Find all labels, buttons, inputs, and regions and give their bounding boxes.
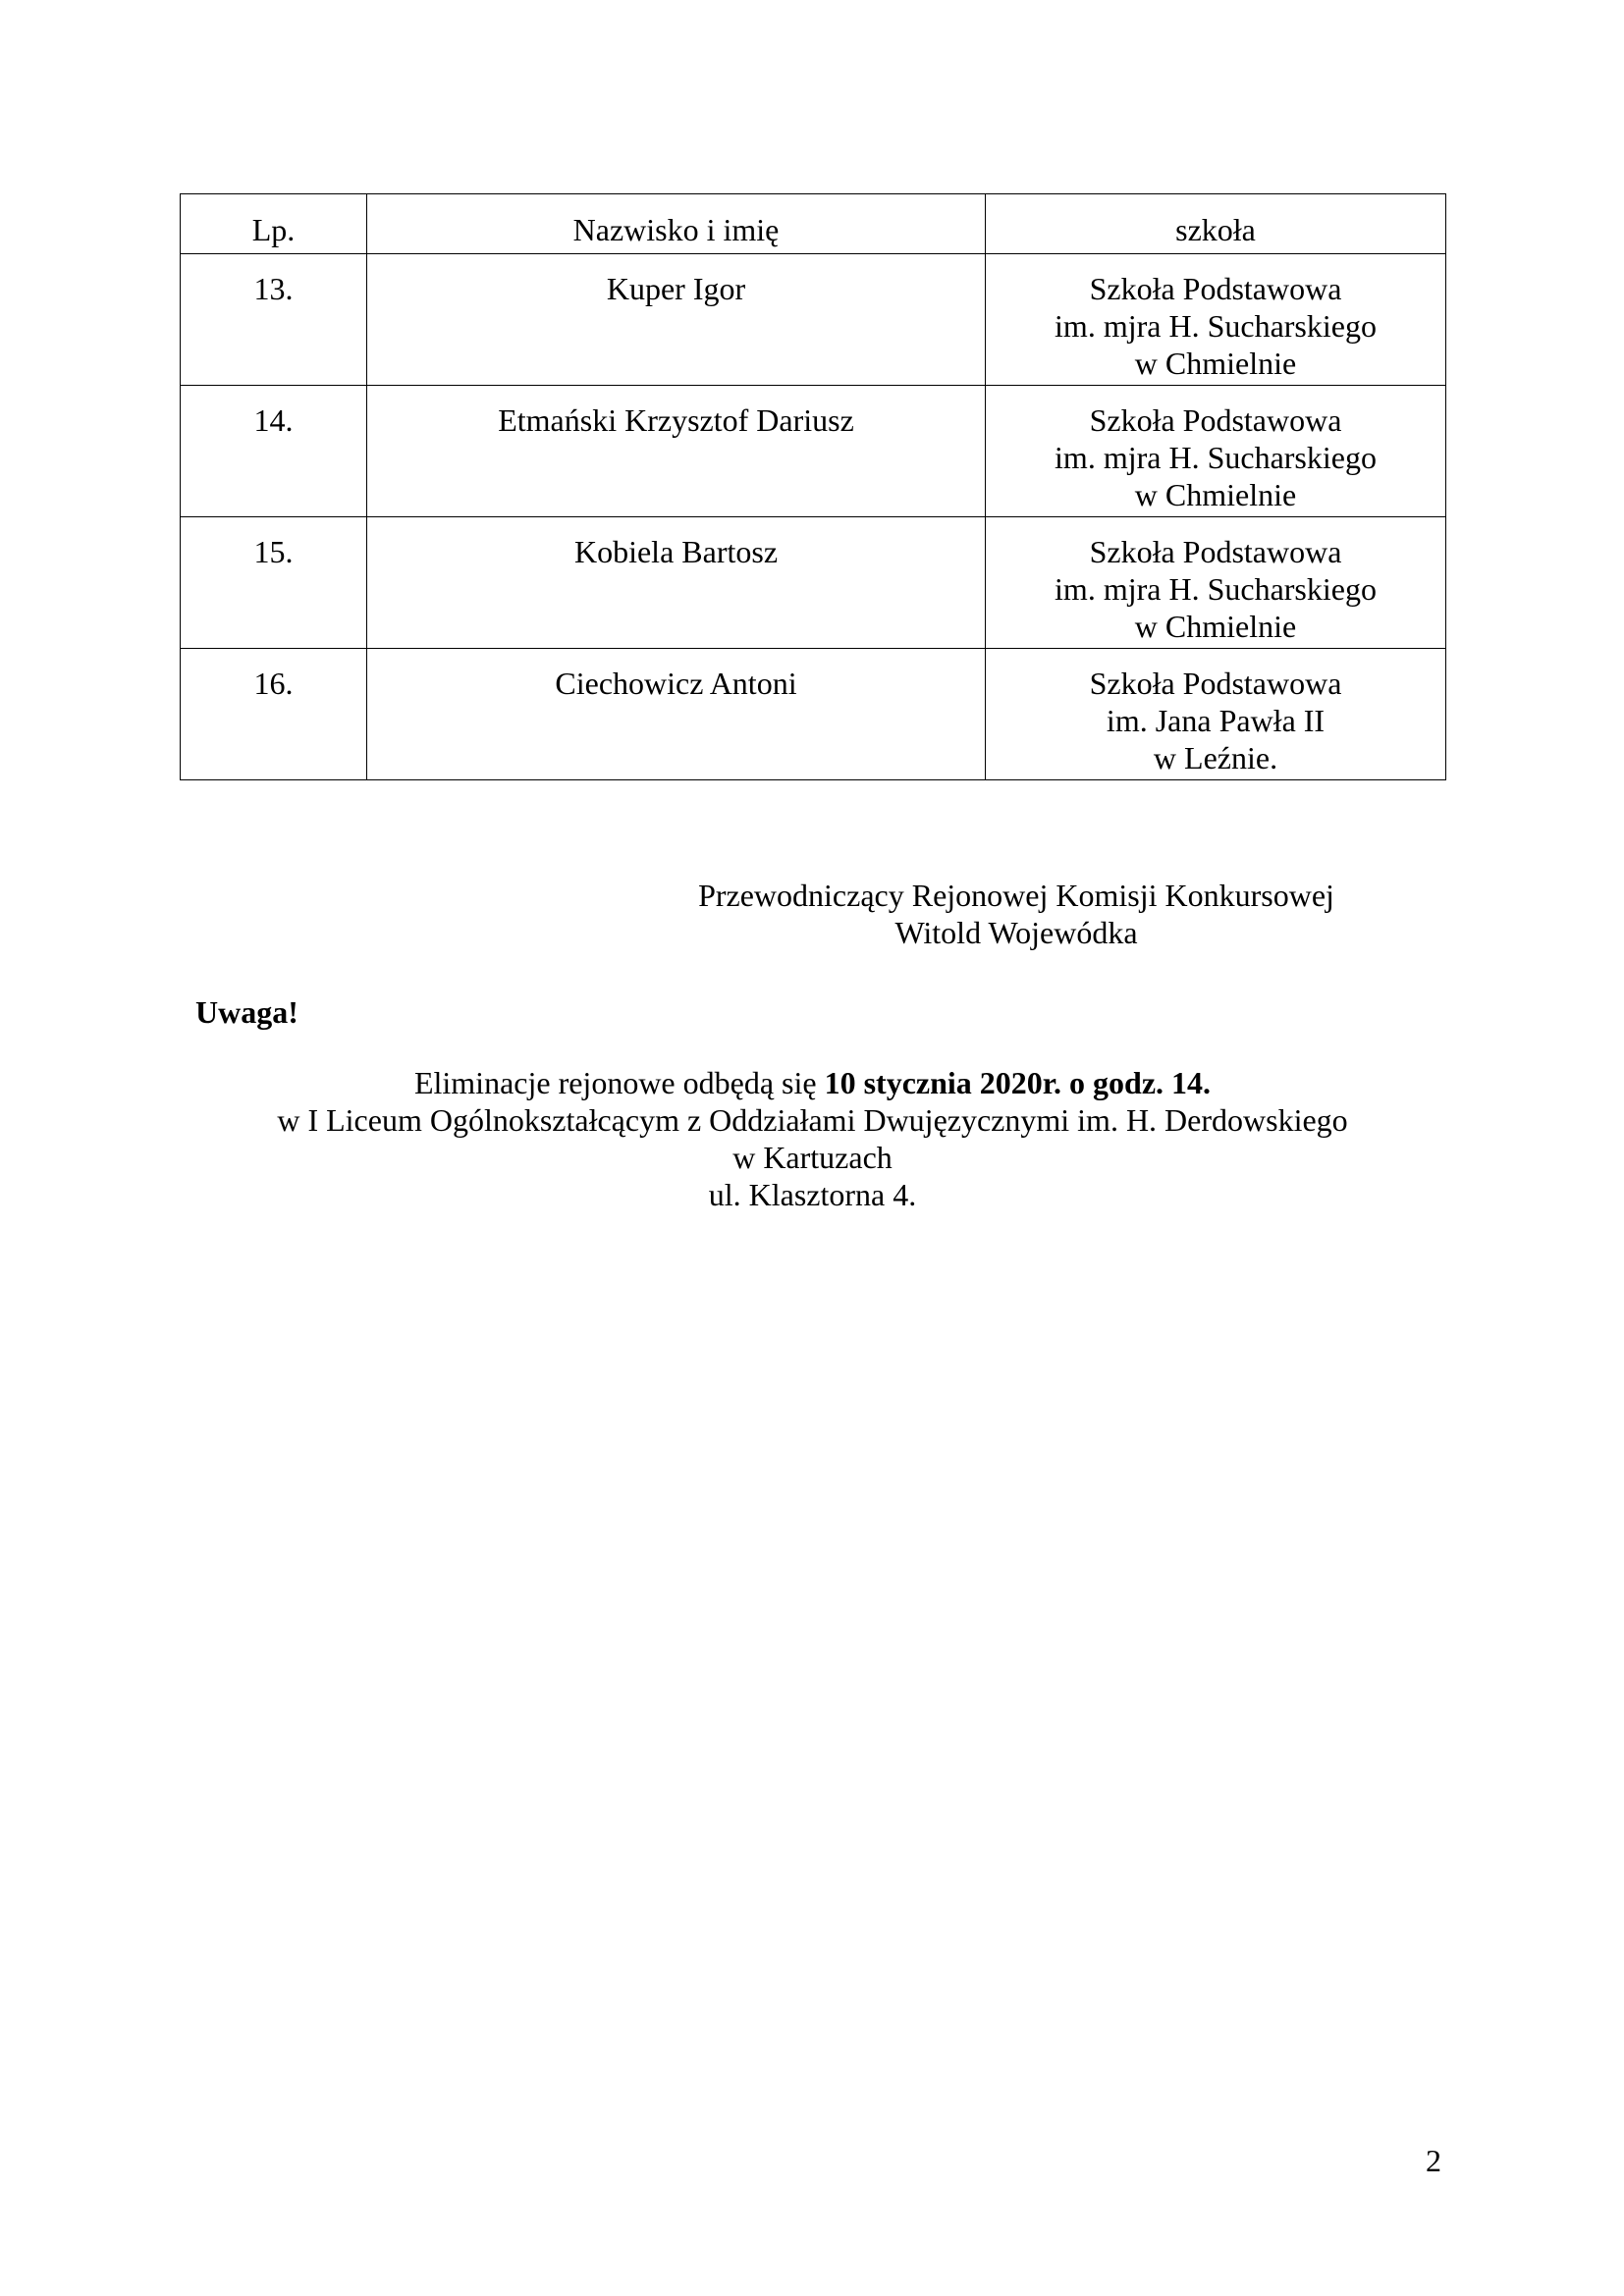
header-name: Nazwisko i imię [367,194,986,254]
school-line: w Chmielnie [1134,346,1297,381]
header-lp: Lp. [181,194,367,254]
school-line: Szkoła Podstawowa [1089,534,1342,569]
note-heading: Uwaga! [195,994,298,1030]
note-line-school: w I Liceum Ogólnokształcącym z Oddziałami Dwujęzycznymi im. H. Derdowskiego [277,1102,1348,1138]
signature-block [589,877,1443,951]
school-line: Szkoła Podstawowa [1089,402,1342,438]
row-name: Kobiela Bartosz [367,517,986,649]
row-school [986,254,1446,386]
row-name: Kuper Igor [367,254,986,386]
signature-title: Przewodniczący Rejonowej Komisji Konkursowej [698,878,1334,913]
school-line: im. Jana Pawła II [1106,703,1326,738]
school-line: w Leźnie. [1153,740,1278,775]
note-line-city: w Kartuzach [732,1140,893,1175]
page-number: 2 [1426,2143,1441,2178]
school-line: Szkoła Podstawowa [1089,271,1342,306]
note-body [180,1064,1445,1213]
school-line: Szkoła Podstawowa [1089,666,1342,701]
row-name: Etmański Krzysztof Dariusz [367,386,986,517]
row-school [986,386,1446,517]
note-line-date [180,1064,1445,1101]
school-line: w Chmielnie [1134,477,1297,512]
school-line: im. mjra H. Sucharskiego [1055,440,1377,475]
table-row [181,649,1446,780]
school-line: im. mjra H. Sucharskiego [1055,571,1377,607]
note-line-address: ul. Klasztorna 4. [708,1177,917,1212]
row-name: Ciechowicz Antoni [367,649,986,780]
note-date-prefix: Eliminacje rejonowe odbędą się [413,1065,825,1100]
row-lp: 15. [181,517,367,649]
school-line: w Chmielnie [1134,609,1297,644]
row-school [986,517,1446,649]
table-row [181,386,1446,517]
row-lp: 14. [181,386,367,517]
school-line: im. mjra H. Sucharskiego [1055,308,1377,344]
row-lp: 16. [181,649,367,780]
row-school [986,649,1446,780]
row-lp: 13. [181,254,367,386]
table-row [181,517,1446,649]
signature-name: Witold Wojewódka [894,915,1138,950]
results-table [180,193,1446,780]
note-date-bold: 10 stycznia 2020r. o godz. 14. [824,1065,1212,1100]
table-header-row [181,194,1446,254]
table-row [181,254,1446,386]
header-school: szkoła [986,194,1446,254]
